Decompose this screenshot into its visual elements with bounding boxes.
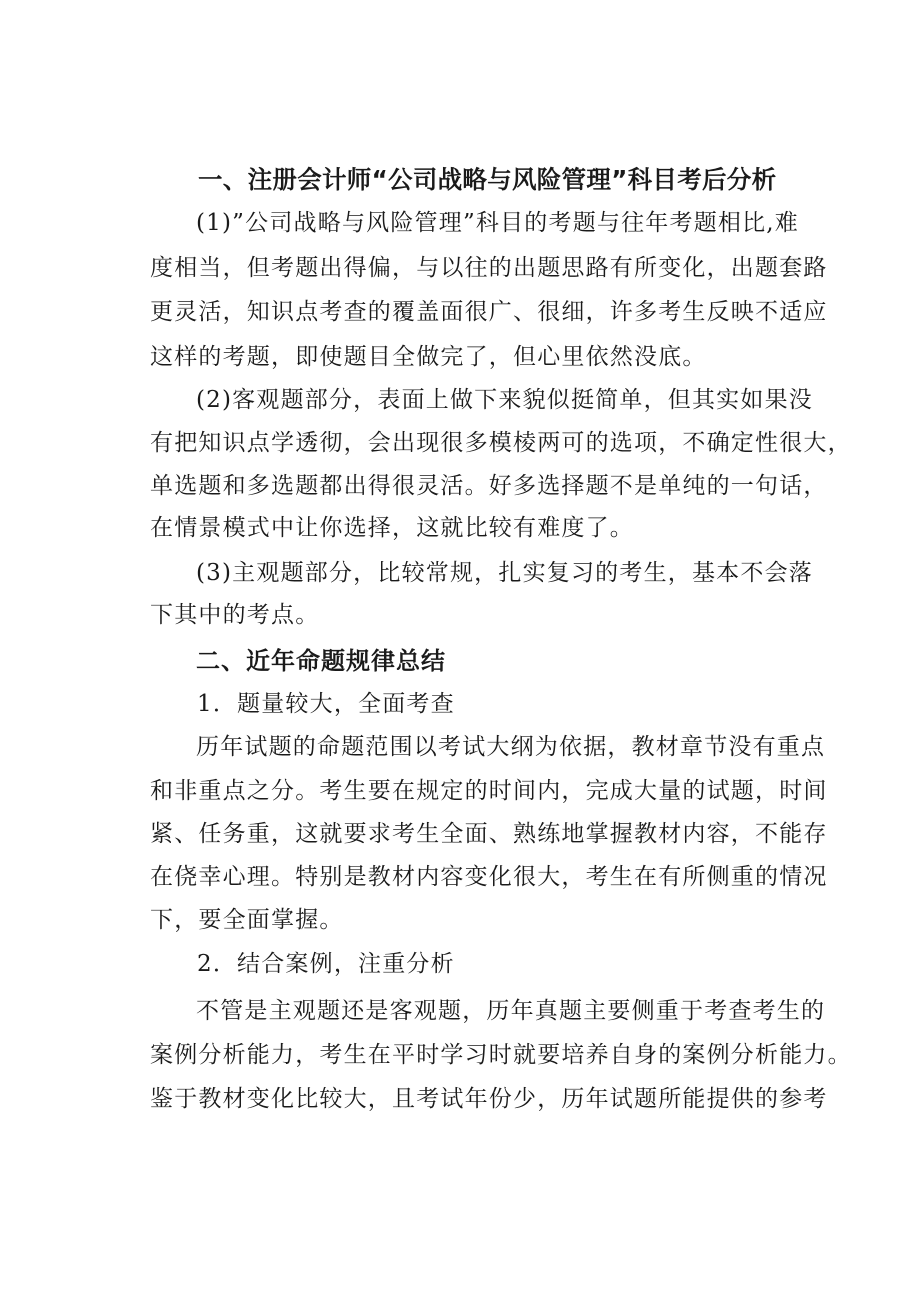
paragraph-1-line-4: 这样的考题，即使题目全做完了，但心里依然没底。	[150, 344, 707, 370]
paragraph-2-line-3: 单选题和多选题都出得很灵活。好多选择题不是单纯的一句话，	[150, 473, 828, 499]
subheading-1: 1．题量较大，全面考查	[197, 691, 455, 717]
paragraph-2-line-2: 有把知识点学透彻，会出现很多模棱两可的选项，不确定性很大，	[150, 430, 852, 456]
paragraph-5-line-1: 不管是主观题还是客观题，历年真题主要侧重于考查考生的	[196, 998, 826, 1024]
paragraph-2-line-1: (2)客观题部分，表面上做下来貌似挺简单，但其实如果没	[196, 387, 813, 413]
paragraph-4-line-5: 下，要全面掌握。	[150, 907, 344, 933]
paragraph-1-line-3: 更灵活，知识点考查的覆盖面很广、很细，许多考生反映不适应	[150, 299, 828, 325]
section-heading-1: 一、注册会计师“公司战略与风险管理”科目考后分析	[198, 165, 777, 194]
paragraph-4-line-1: 历年试题的命题范围以考试大纲为依据，教材章节没有重点	[196, 734, 826, 760]
paragraph-1-line-2: 度相当，但考题出得偏，与以往的出题思路有所变化，出题套路	[150, 255, 828, 281]
paragraph-4-line-2: 和非重点之分。考生要在规定的时间内，完成大量的试题，时间	[150, 778, 828, 804]
paragraph-5-line-3: 鉴于教材变化比较大，且考试年份少，历年试题所能提供的参考	[150, 1086, 828, 1112]
paragraph-5-line-2: 案例分析能力，考生在平时学习时就要培养自身的案例分析能力。	[150, 1042, 852, 1068]
paragraph-4-line-4: 在侥幸心理。特别是教材内容变化很大，考生在有所侧重的情况	[150, 864, 828, 890]
paragraph-4-line-3: 紧、任务重，这就要求考生全面、熟练地掌握教材内容，不能存	[150, 821, 828, 847]
paragraph-3-line-1: (3)主观题部分，比较常规，扎实复习的考生，基本不会落	[196, 560, 813, 586]
paragraph-1-line-1: (1)”公司战略与风险管理”科目的考题与往年考题相比,难	[196, 210, 800, 236]
paragraph-3-line-2: 下其中的考点。	[150, 602, 320, 628]
subheading-2: 2．结合案例，注重分析	[197, 951, 455, 977]
section-heading-2: 二、近年命题规律总结	[196, 647, 446, 675]
paragraph-2-line-4: 在情景模式中让你选择，这就比较有难度了。	[150, 515, 634, 541]
